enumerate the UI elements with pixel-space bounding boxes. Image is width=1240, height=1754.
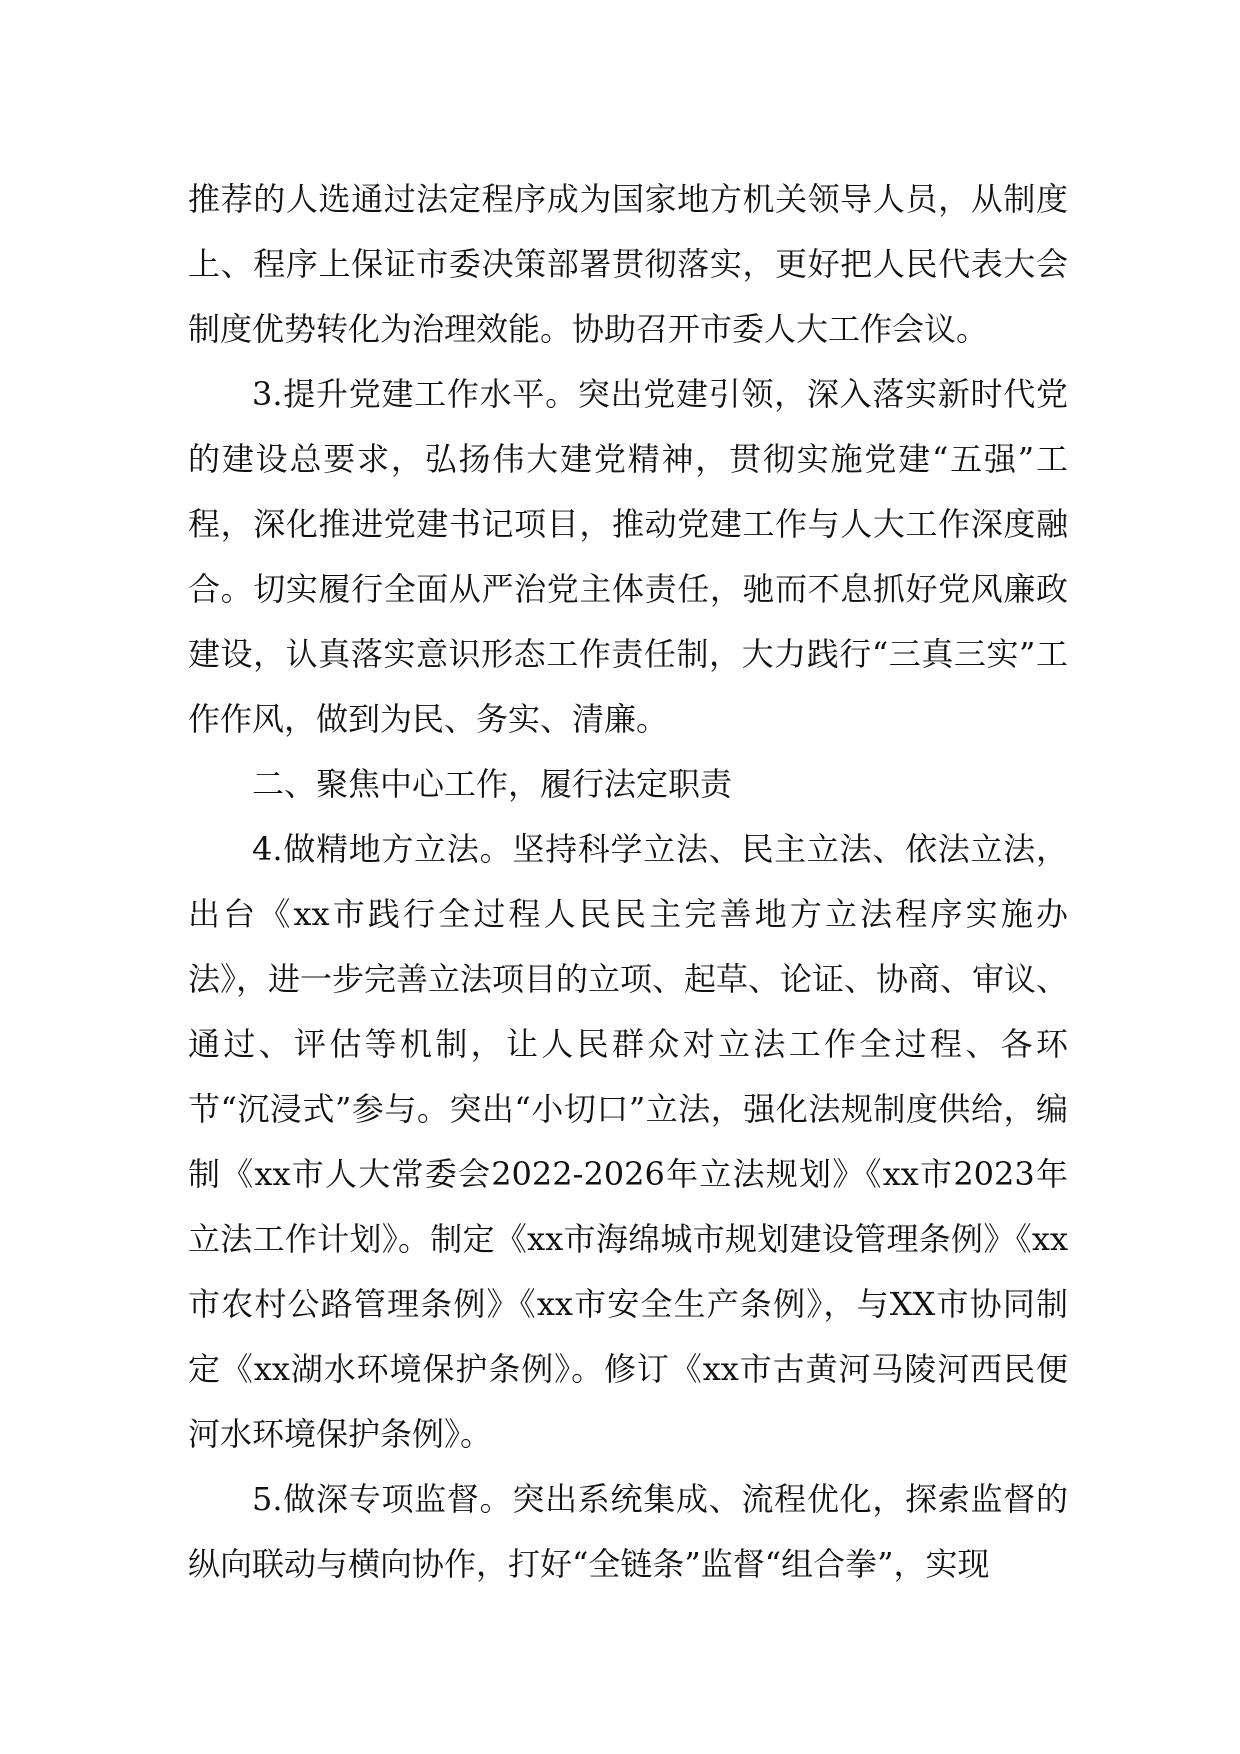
- document-body: [188, 167, 1068, 1597]
- paragraph-party-building: 3.提升党建工作水平。突出党建引领，深入落实新时代党的建设总要求，弘扬伟大建党精神，贯彻实施党建“五强”工程，深化推进党建书记项目，推动党建工作与人大工作深度融合。切实履行全面从严治党主体责任，驰而不息抓好党风廉政建设，认真落实意识形态工作责任制，大力践行“三真三实”工作作风，做到为民、务实、清廉。: [188, 375, 1068, 738]
- paragraph-local-legislation: 4.做精地方立法。坚持科学立法、民主立法、依法立法，出台《xx市践行全过程人民民主完善地方立法程序实施办法》，进一步完善立法项目的立项、起草、论证、协商、审议、通过、评估等机制，让人民群众对立法工作全过程、各环节“沉浸式”参与。突出“小切口”立法，强化法规制度供给，编制《xx市人大常委会2022-2026年立法规划》《xx市2023年立法工作计划》。制定《xx市海绵城市规划建设管理条例》《xx市农村公路管理条例》《xx市安全生产条例》，与XX市协同制定《xx湖水环境保护条例》。修订《xx市古黄河马陵河西民便河水环境保护条例》。: [188, 830, 1069, 1453]
- section-heading-two: 二、聚焦中心工作，履行法定职责: [252, 765, 733, 803]
- paragraph-special-supervision: 5.做深专项监督。突出系统集成、流程优化，探索监督的纵向联动与横向协作，打好“全链条”监督“组合拳”，实现: [188, 1480, 1068, 1583]
- paragraph-continuation: 推荐的人选通过法定程序成为国家地方机关领导人员，从制度上、程序上保证市委决策部署贯彻落实，更好把人民代表大会制度优势转化为治理效能。协助召开市委人大工作会议。: [188, 180, 1068, 348]
